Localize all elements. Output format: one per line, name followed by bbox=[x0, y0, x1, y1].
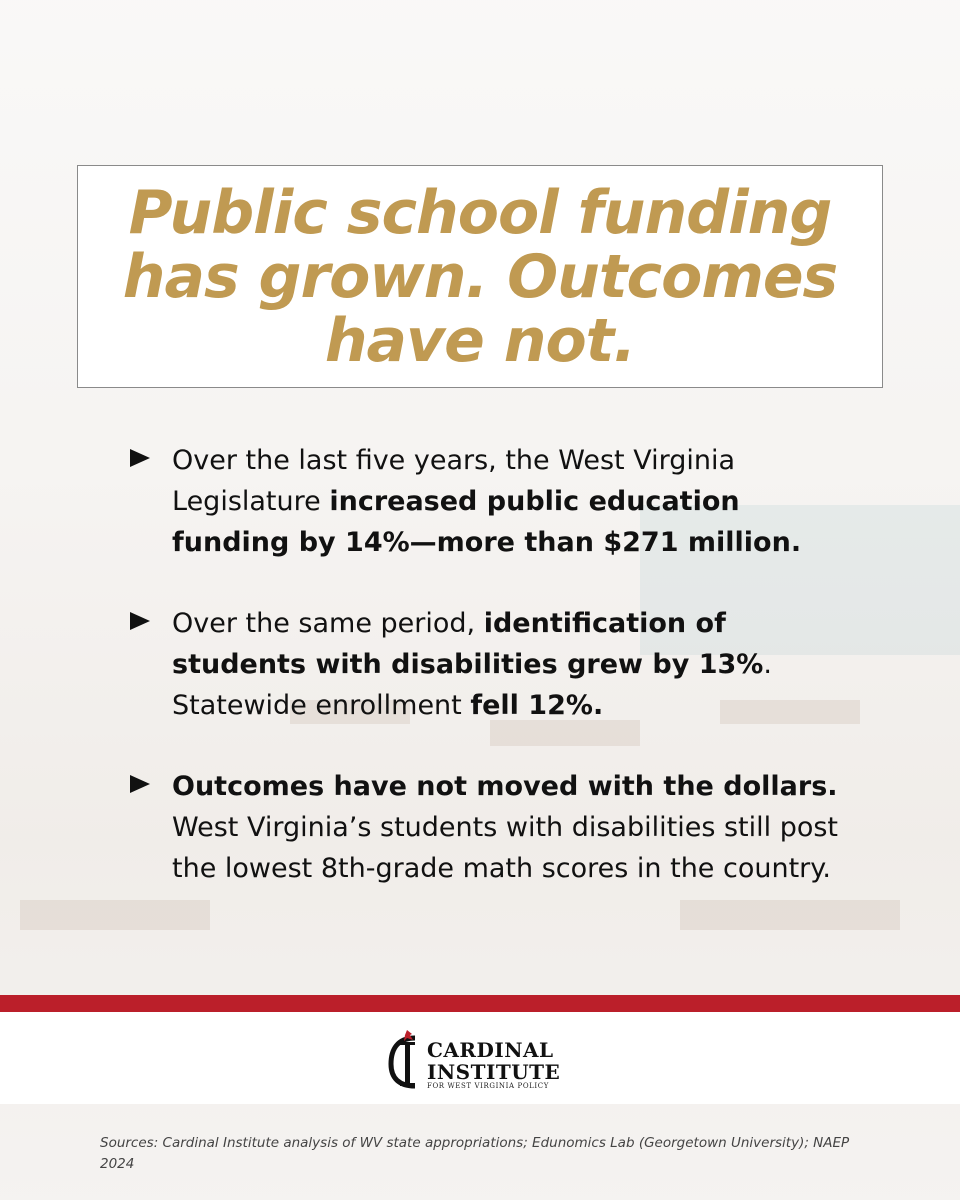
headline: Public school funding has grown. Outcomes have not. bbox=[122, 177, 838, 376]
bullet-text-bold: fell 12%. bbox=[470, 690, 604, 721]
bullet-text bbox=[172, 603, 850, 726]
triangle-right-icon bbox=[130, 775, 150, 793]
bullet-text-regular: West Virginia’s students with disabilities still post the lowest 8th-grade math scores in the country. bbox=[172, 812, 839, 884]
bullet-list bbox=[130, 440, 850, 929]
triangle-right-icon bbox=[130, 449, 150, 467]
headline-box bbox=[77, 165, 883, 388]
bullet-text bbox=[172, 766, 850, 889]
bullet-text-bold: increased public education funding by 14%—more than $271 million. bbox=[172, 486, 802, 558]
triangle-right-icon bbox=[130, 612, 150, 630]
sources-footnote: Sources: Cardinal Institute analysis of WV state appropriations; Edunomics Lab (Georgetown University); NAEP 2024 bbox=[100, 1135, 850, 1172]
logo-text-cardinal: CARDINAL bbox=[427, 1038, 554, 1062]
bullet-text-regular: Over the same period, bbox=[172, 608, 484, 639]
bullet-item bbox=[130, 766, 850, 889]
logo-text-institute: INSTITUTE bbox=[427, 1060, 561, 1084]
bullet-text bbox=[172, 440, 850, 563]
bullet-item bbox=[130, 603, 850, 726]
bullet-text-bold: Outcomes have not moved with the dollars. bbox=[172, 771, 838, 802]
bullet-item bbox=[130, 440, 850, 563]
cardinal-logo-icon bbox=[385, 1028, 425, 1090]
accent-bar bbox=[0, 995, 960, 1012]
bullet-text-bold: identification of students with disabilities grew by 13% bbox=[172, 608, 764, 680]
bullet-text-regular: . Statewide enrollment bbox=[172, 649, 772, 721]
bullet-text-regular: Over the last five years, the West Virginia Legislature bbox=[172, 445, 736, 517]
logo-tagline: FOR WEST VIRGINIA POLICY bbox=[427, 1082, 549, 1090]
cardinal-institute-logo bbox=[385, 1028, 585, 1090]
